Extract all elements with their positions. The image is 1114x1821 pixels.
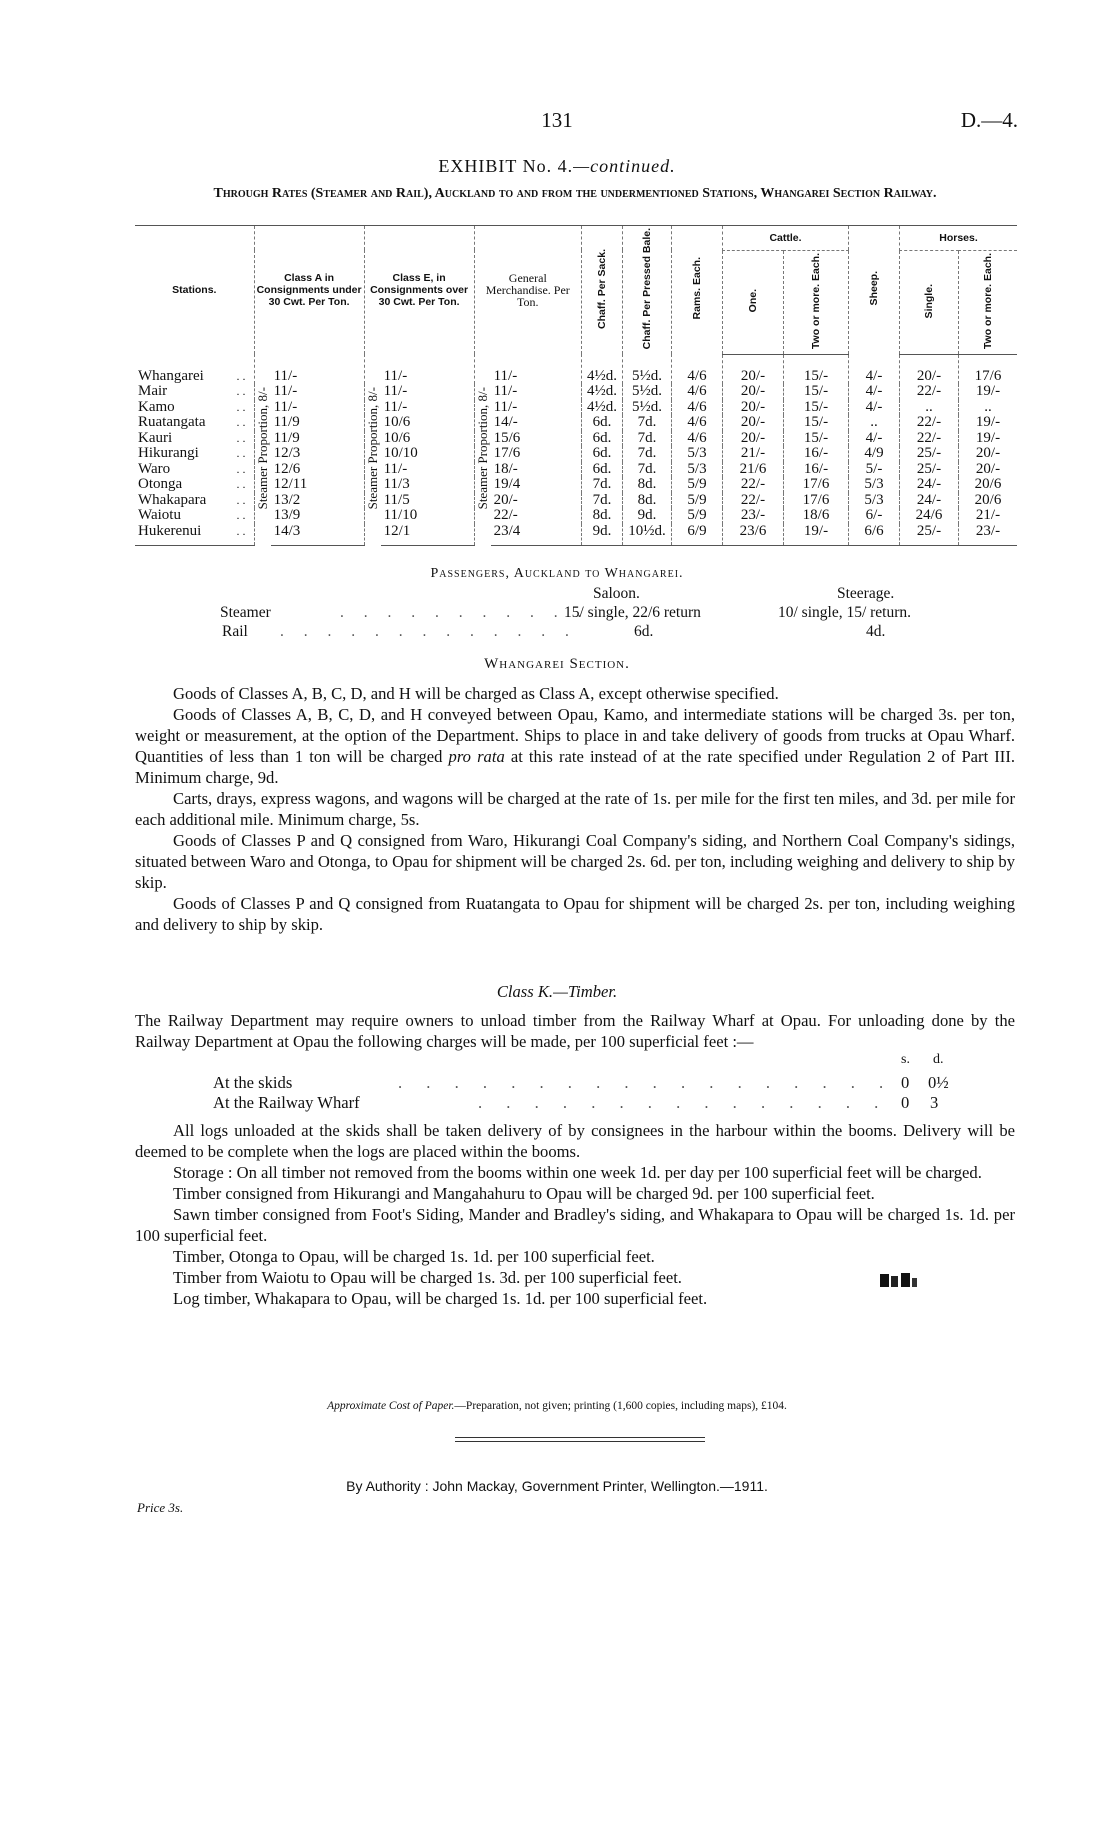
class-a-rate: 14/3: [271, 524, 365, 546]
printer-mark-icon: [880, 1272, 924, 1288]
header-cattle-two: Two or more. Each.: [810, 252, 822, 349]
rate-sack: 9d.: [582, 524, 623, 546]
rate-bale: 5½d.: [623, 400, 672, 416]
header-general: General Merchandise. Per Ton.: [474, 226, 581, 355]
rate-htwo: 23/-: [959, 524, 1018, 546]
rate-rams: 4/6: [672, 400, 723, 416]
saloon-header: Saloon.: [593, 585, 640, 602]
class-a-rate: 13/9: [273, 507, 301, 524]
rate-htwo: ..: [959, 400, 1018, 416]
wharf-pence: 3: [930, 1093, 939, 1112]
class-e-rate: 12/1: [381, 524, 475, 546]
general-rate: 19/4: [493, 476, 521, 493]
timber-title: Class K.—Timber.: [496, 982, 618, 1001]
header-horses-two: Two or more. Each.: [982, 252, 994, 349]
rate-rams: 4/6: [672, 415, 723, 431]
rates-table: [135, 225, 1017, 546]
rate-sack: 4½d.: [582, 400, 623, 416]
rate-one: 21/-: [723, 446, 784, 462]
skids-pence: 0½: [928, 1073, 949, 1092]
rate-sheep: 6/6: [849, 524, 900, 546]
rate-single: 24/6: [900, 508, 959, 524]
rate-htwo: 19/-: [959, 415, 1018, 431]
rate-sheep: 6/-: [849, 508, 900, 524]
station-name: Hukerenui: [135, 524, 234, 546]
station-name: Hikurangi: [138, 445, 199, 462]
ws-paragraph-1: Goods of Classes A, B, C, D, and H will be charged as Class A, except otherwise specified.: [173, 684, 779, 703]
ws-paragraph-3: Carts, drays, express wagons, and wagons will be charged at the rate of 1s. per mile for the first ten miles, and 3d. per mile for each additional mile. Minimum charge, 5s.: [135, 789, 1015, 829]
general-rate: 20/-: [493, 491, 518, 508]
rate-bale: 8d.: [623, 493, 672, 509]
rate-htwo: 20/6: [959, 477, 1018, 493]
rate-one: 20/-: [723, 431, 784, 447]
cost-note: [0, 1400, 1114, 1412]
steerage-header: Steerage.: [837, 585, 895, 602]
rate-bale: 9d.: [623, 508, 672, 524]
station-leader: . .: [236, 446, 246, 461]
timber-paragraph-5: Sawn timber consigned from Foot's Siding, Mander and Bradley's siding, and Whakapara to Opau will be charged 1s. 1d. per 100 superficial feet.: [135, 1205, 1015, 1245]
rate-bale: 7d.: [623, 431, 672, 447]
rate-one: 22/-: [723, 477, 784, 493]
wharf-leader: . . . . . . . . . . . . . . .: [478, 1093, 889, 1112]
rate-one: 20/-: [723, 415, 784, 431]
general-rate: 17/6: [493, 445, 521, 462]
rate-sack: 7d.: [582, 477, 623, 493]
rate-sack: 6d.: [582, 462, 623, 478]
rate-one: 23/6: [723, 524, 784, 546]
general-rate: 22/-: [493, 507, 518, 524]
rate-sheep: 5/3: [849, 477, 900, 493]
rate-rams: 6/9: [672, 524, 723, 546]
rate-bale: 7d.: [623, 415, 672, 431]
rate-sack: 6d.: [582, 446, 623, 462]
price-label: Price 3s.: [137, 1500, 184, 1515]
rail-saloon: 6d.: [634, 623, 654, 640]
class-a-rate: 11/9: [273, 414, 300, 431]
rate-bale: 8d.: [623, 477, 672, 493]
station-leader: . .: [236, 399, 246, 414]
class-a-rate: 11/-: [273, 383, 298, 400]
page-number: 131: [541, 108, 573, 132]
station-name: Mair: [138, 383, 168, 400]
cost-note-label: Approximate Cost of Paper.: [327, 1400, 455, 1412]
station-name: Waro: [138, 460, 171, 477]
station-name: Kauri: [138, 429, 173, 446]
rate-single: 22/-: [900, 431, 959, 447]
steamer-leader: . . . . . . . . . . .: [340, 604, 590, 621]
class-e-rate: 11/-: [383, 383, 408, 400]
rate-htwo: 19/-: [959, 384, 1018, 400]
rate-bale: 5½d.: [623, 384, 672, 400]
skids-leader: . . . . . . . . . . . . . . . . . .: [398, 1073, 894, 1092]
whangarei-section-text: [135, 683, 1015, 935]
station-leader: . .: [236, 492, 246, 507]
timber-paragraph-4: Timber consigned from Hikurangi and Mangahahuru to Opau will be charged 9d. per 100 superficial feet.: [173, 1184, 875, 1203]
rate-htwo: 20/-: [959, 462, 1018, 478]
timber-col-d: d.: [933, 1052, 944, 1067]
table-title: Through Rates (Steamer and Rail), Auckland to and from the undermentioned Stations, Whangarei Section Railway.: [213, 186, 937, 201]
class-a-rate: 11/-: [273, 367, 298, 384]
class-e-rate: 10/6: [383, 429, 411, 446]
footer-divider-2: [455, 1441, 705, 1442]
rate-sheep: 4/-: [849, 384, 900, 400]
ws-paragraph-2: [135, 704, 1015, 788]
rate-one: 21/6: [723, 462, 784, 478]
rate-two: 19/-: [784, 524, 849, 546]
rate-sheep: 4/-: [849, 354, 900, 384]
station-leader: . .: [236, 430, 246, 445]
general-rate: 11/-: [493, 367, 518, 384]
class-a-rate: 12/6: [273, 460, 301, 477]
rate-sheep: 4/-: [849, 431, 900, 447]
skids-label: At the skids: [213, 1073, 293, 1092]
class-a-rate: 13/2: [273, 491, 301, 508]
class-a-rate: 11/-: [273, 398, 298, 415]
header-rams: Rams. Each.: [691, 257, 703, 320]
general-rate: 11/-: [493, 383, 518, 400]
rate-sack: 8d.: [582, 508, 623, 524]
class-e-rate: 11/-: [383, 367, 408, 384]
rate-rams: 5/9: [672, 493, 723, 509]
ws-p2-italic: pro rata: [448, 747, 505, 766]
general-rate: 18/-: [493, 460, 518, 477]
rate-sack: 4½d.: [582, 354, 623, 384]
cost-note-text: —Preparation, not given; printing (1,600 copies, including maps), £104.: [454, 1400, 787, 1412]
rate-sack: 4½d.: [582, 384, 623, 400]
rate-single: 24/-: [900, 493, 959, 509]
rate-two: 18/6: [784, 508, 849, 524]
steamer-proportion-label: [364, 354, 381, 546]
header-chaff-sack: Chaff. Per Sack.: [596, 248, 608, 329]
station-name: Whakapara: [138, 491, 207, 508]
rail-label: Rail: [222, 623, 248, 640]
exhibit-continued: —continued.: [573, 156, 676, 176]
timber-intro: The Railway Department may require owners to unload timber from the Railway Wharf at Opau. For unloading done by the Railway Department at Opau the following charges will be made, per 100 superficial feet :—: [135, 1011, 1015, 1051]
rate-two: 16/-: [784, 446, 849, 462]
header-cattle-one: One.: [747, 289, 759, 313]
rate-one: 22/-: [723, 493, 784, 509]
general-rate: 14/-: [493, 414, 518, 431]
whangarei-section-title: Whangarei Section.: [484, 656, 630, 672]
rate-two: 15/-: [784, 384, 849, 400]
rate-htwo: 17/6: [959, 354, 1018, 384]
class-e-rate: 11/10: [383, 507, 418, 524]
class-e-rate: 10/10: [383, 445, 418, 462]
station-leader: . .: [236, 368, 246, 383]
rate-one: 20/-: [723, 400, 784, 416]
steamer-label: Steamer: [220, 604, 271, 621]
station-leader: . .: [236, 384, 246, 399]
rate-htwo: 19/-: [959, 431, 1018, 447]
general-rate: 23/4: [491, 524, 582, 546]
rate-sack: 6d.: [582, 431, 623, 447]
steamer-proportion-text: Steamer Proportion, 8/-: [474, 387, 490, 510]
header-horses-single: Single.: [923, 283, 935, 319]
general-rate: 11/-: [493, 398, 518, 415]
header-horses: Horses.: [900, 226, 1018, 251]
rate-rams: 5/3: [672, 462, 723, 478]
rate-bale: 7d.: [623, 446, 672, 462]
header-cattle: Cattle.: [723, 226, 849, 251]
rate-rams: 4/6: [672, 354, 723, 384]
printer-imprint: By Authority : John Mackay, Government Printer, Wellington.—1911.: [346, 1478, 768, 1494]
rate-one: 23/-: [723, 508, 784, 524]
rate-two: 17/6: [784, 493, 849, 509]
rail-steerage: 4d.: [866, 623, 886, 640]
rate-one: 20/-: [723, 354, 784, 384]
station-leader: . .: [236, 477, 246, 492]
class-e-rate: 11/3: [383, 476, 410, 493]
rate-sack: 6d.: [582, 415, 623, 431]
rate-sheep: 5/-: [849, 462, 900, 478]
rate-single: ..: [900, 400, 959, 416]
station-name: Kamo: [138, 398, 175, 415]
rate-sheep: 4/9: [849, 446, 900, 462]
rate-one: 20/-: [723, 384, 784, 400]
station-leader: . .: [236, 461, 246, 476]
steamer-proportion-text: Steamer Proportion, 8/-: [364, 387, 380, 510]
class-e-rate: 11/5: [383, 491, 410, 508]
header-sheep: Sheep.: [868, 271, 880, 306]
steamer-proportion-label: [254, 354, 271, 546]
rail-leader: . . . . . . . . . . . . .: [280, 623, 577, 640]
rate-bale: 7d.: [623, 462, 672, 478]
class-a-rate: 12/11: [273, 476, 308, 493]
exhibit-title: [0, 156, 1114, 177]
timber-paragraph-3: Storage : On all timber not removed from the booms within one week 1d. per day per 100 superficial feet will be charged.: [173, 1163, 982, 1182]
rate-single: 22/-: [900, 384, 959, 400]
footer-divider: [455, 1437, 705, 1438]
timber-paragraph-6: Timber, Otonga to Opau, will be charged 1s. 1d. per 100 superficial feet.: [173, 1247, 655, 1266]
rate-two: 17/6: [784, 477, 849, 493]
rate-two: 15/-: [784, 400, 849, 416]
rate-sack: 7d.: [582, 493, 623, 509]
rate-two: 16/-: [784, 462, 849, 478]
rate-two: 15/-: [784, 431, 849, 447]
rate-single: 20/-: [900, 354, 959, 384]
skids-shillings: 0: [901, 1073, 910, 1092]
rate-htwo: 20/6: [959, 493, 1018, 509]
rate-htwo: 20/-: [959, 446, 1018, 462]
rate-sheep: ..: [849, 415, 900, 431]
wharf-label: At the Railway Wharf: [213, 1093, 360, 1112]
rate-two: 15/-: [784, 415, 849, 431]
ws-p2-text-a: Goods of Classes A, B, C, D, and H conveyed between Opau, Kamo, and intermediate stations will be charged 3s. per ton, weight or measurement, at the option of the Department. Ships to place in and take delivery of goods from trucks at Opau Wharf. Quantities of less than 1 ton will be charged: [135, 705, 1015, 766]
rate-rams: 5/9: [672, 508, 723, 524]
rate-rams: 4/6: [672, 384, 723, 400]
rate-bale: 5½d.: [623, 354, 672, 384]
header-class-e: Class E, in Consignments over 30 Cwt. Per Ton.: [364, 226, 474, 355]
station-leader: . .: [236, 415, 246, 430]
class-e-rate: 11/-: [383, 398, 408, 415]
ws-paragraph-5: Goods of Classes P and Q consigned from Ruatangata to Opau for shipment will be charged 2s. per ton, including weighing and delivery to ship by skip.: [135, 894, 1015, 934]
station-name: Whangarei: [138, 367, 204, 384]
document-reference: D.—4.: [960, 108, 1018, 132]
table-row: [135, 354, 1017, 384]
exhibit-main: EXHIBIT No. 4.: [438, 156, 574, 176]
rate-single: 25/-: [900, 462, 959, 478]
rate-single: 24/-: [900, 477, 959, 493]
steamer-proportion-text: Steamer Proportion, 8/-: [254, 387, 270, 510]
passengers-title: Passengers, Auckland to Whangarei.: [430, 566, 684, 581]
steamer-proportion-label: [474, 354, 491, 546]
rate-rams: 5/3: [672, 446, 723, 462]
rate-sheep: 5/3: [849, 493, 900, 509]
station-name: Otonga: [138, 476, 183, 493]
rate-two: 15/-: [784, 354, 849, 384]
steamer-steerage: 10/ single, 15/ return.: [778, 604, 912, 621]
rate-single: 25/-: [900, 524, 959, 546]
header-class-a: Class A in Consignments under 30 Cwt. Per Ton.: [254, 226, 364, 355]
station-name: Waiotu: [138, 507, 181, 524]
rate-rams: 5/9: [672, 477, 723, 493]
class-e-rate: 11/-: [383, 460, 408, 477]
general-rate: 15/6: [493, 429, 521, 446]
steamer-saloon: 15/ single, 22/6 return: [564, 604, 701, 621]
timber-paragraph-7: Timber from Waiotu to Opau will be charged 1s. 3d. per 100 superficial feet.: [173, 1268, 682, 1287]
station-name: Ruatangata: [138, 414, 206, 431]
rate-rams: 4/6: [672, 431, 723, 447]
header-chaff-bale: Chaff. Per Pressed Bale.: [641, 228, 653, 350]
station-leader: . .: [234, 524, 255, 546]
timber-paragraph-8: Log timber, Whakapara to Opau, will be charged 1s. 1d. per 100 superficial feet.: [173, 1289, 708, 1308]
class-e-rate: 10/6: [383, 414, 411, 431]
class-a-rate: 12/3: [273, 445, 301, 462]
timber-col-s: s.: [901, 1052, 910, 1067]
rate-single: 22/-: [900, 415, 959, 431]
station-leader: . .: [236, 508, 246, 523]
wharf-shillings: 0: [901, 1093, 910, 1112]
class-a-rate: 11/9: [273, 429, 300, 446]
header-stations: Stations.: [135, 226, 254, 355]
rate-htwo: 21/-: [959, 508, 1018, 524]
rate-sheep: 4/-: [849, 400, 900, 416]
timber-paragraph-2: All logs unloaded at the skids shall be taken delivery of by consignees in the harbour within the booms. Delivery will be deemed to be complete when the logs are placed within the booms.: [135, 1121, 1015, 1161]
rate-bale: 10½d.: [623, 524, 672, 546]
ws-paragraph-4: Goods of Classes P and Q consigned from Waro, Hikurangi Coal Company's siding, and Northern Coal Company's sidings, situated between Waro and Otonga, to Opau for shipment will be charged 2s. 6d. per ton, including weighing and delivery to ship by skip.: [135, 831, 1015, 892]
rate-single: 25/-: [900, 446, 959, 462]
ws-p2-text-b: at this rate instead of at the rate specified under Regulation 2 of Part III. Minimum charge, 9d.: [135, 747, 1016, 787]
